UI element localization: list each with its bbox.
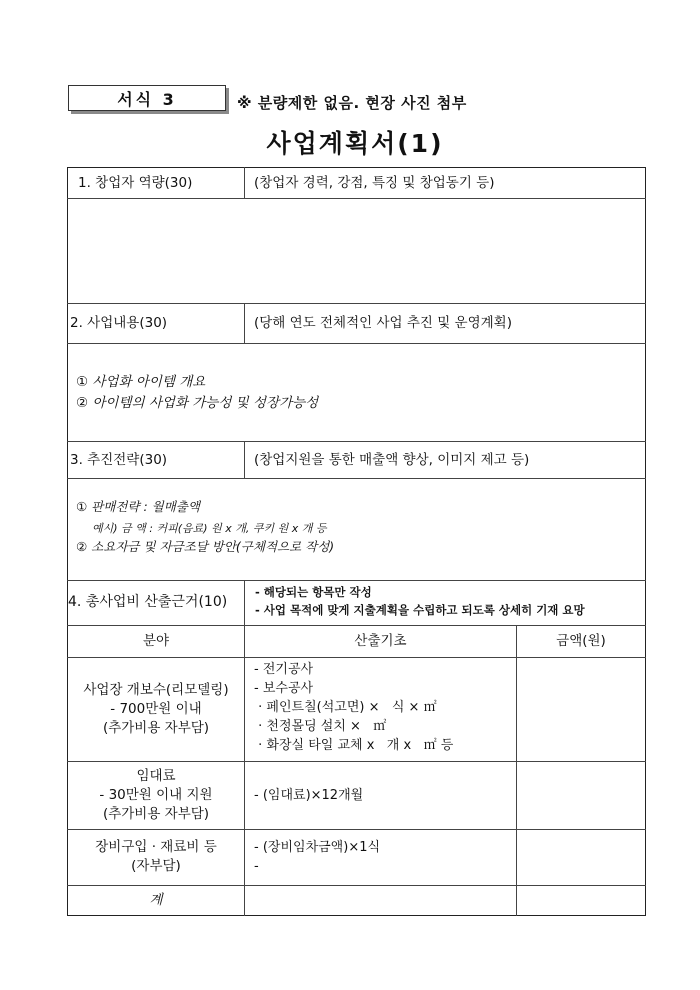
cost-total-basis[interactable] xyxy=(245,886,515,915)
cost-row-2-category xyxy=(68,767,244,824)
cost-row-3-basis xyxy=(254,838,380,876)
section-4-label: 4. 총사업비 산출근거(10) xyxy=(68,594,228,610)
basis-line: · 천정몰딩 설치 × ㎡ xyxy=(254,719,387,734)
row-divider xyxy=(67,478,646,479)
col-divider xyxy=(244,303,245,343)
section-2-item-1: ① 사업화 아이템 개요 xyxy=(76,374,206,390)
category-line: - 30만원 이내 지원 xyxy=(99,787,213,803)
cost-row-2-amount[interactable] xyxy=(517,762,645,828)
cost-row-3-category xyxy=(68,838,244,876)
section-1-label: 1. 창업자 역량(30) xyxy=(78,175,193,191)
cost-row-2-basis xyxy=(254,787,363,805)
form-number-label xyxy=(68,85,226,111)
cost-row-1-basis xyxy=(254,660,453,755)
col-header-basis: 산출기초 xyxy=(354,633,407,649)
category-line: - 700만원 이내 xyxy=(110,701,202,717)
section-4-note-2: - 사업 목적에 맞게 지출계획을 수립하고 되도록 상세히 기재 요망 xyxy=(255,603,585,617)
basis-line: - (장비임차금액)×1식 xyxy=(254,840,381,855)
basis-line: - 보수공사 xyxy=(254,681,314,696)
col-divider xyxy=(244,580,245,916)
section-3-item-2: ② 소요자금 및 자금조달 방안(구체적으로 작성) xyxy=(76,539,335,554)
cost-row-1-category xyxy=(68,681,244,738)
basis-line: · 화장실 타일 교체 x 개 x ㎡ 등 xyxy=(254,738,454,753)
notice-text: ※ 분량제한 없음. 현장 사진 첨부 xyxy=(237,94,467,112)
cost-row-3-amount[interactable] xyxy=(517,830,645,884)
section-4-note-1: - 해당되는 항목만 작성 xyxy=(255,585,372,599)
category-line: (자부담) xyxy=(131,858,181,874)
document-title: 사업계획서(1) xyxy=(266,129,444,158)
form-number-text: 서식 3 xyxy=(117,89,177,109)
section-1-hint: (창업자 경력, 강점, 특징 및 창업동기 등) xyxy=(254,175,495,191)
col-divider xyxy=(244,167,245,198)
cost-total-label: 계 xyxy=(149,892,163,908)
row-divider xyxy=(67,303,646,304)
basis-line: · 페인트칠(석고면) × 식 × ㎡ xyxy=(254,700,437,715)
section-2-label: 2. 사업내용(30) xyxy=(70,315,168,331)
category-line: (추가비용 자부담) xyxy=(102,720,210,736)
section-1-content-area[interactable] xyxy=(68,199,645,302)
row-divider xyxy=(67,343,646,344)
row-divider xyxy=(67,441,646,442)
section-2-hint: (당해 연도 전체적인 사업 추진 및 운영계획) xyxy=(254,315,512,331)
cost-row-1-amount[interactable] xyxy=(517,658,645,760)
section-3-label: 3. 추진전략(30) xyxy=(70,452,168,468)
category-line: 임대료 xyxy=(136,768,176,784)
basis-line: - 전기공사 xyxy=(254,662,314,677)
section-2-item-2: ② 아이템의 사업화 가능성 및 성장가능성 xyxy=(76,395,319,411)
section-3-item-1: ① 판매전략 : 월매출액 xyxy=(76,499,200,514)
category-line: (추가비용 자부담) xyxy=(102,806,210,822)
row-divider xyxy=(67,625,646,626)
col-divider xyxy=(244,441,245,478)
section-3-hint: (창업지원을 통한 매출액 향상, 이미지 제고 등) xyxy=(254,452,530,468)
category-line: 사업장 개보수(리모델링) xyxy=(83,682,229,698)
col-header-category: 분야 xyxy=(142,633,170,649)
cost-total-amount[interactable] xyxy=(517,886,645,915)
row-divider xyxy=(67,580,646,581)
category-line: 장비구입 · 재료비 등 xyxy=(95,839,217,855)
col-header-amount: 금액(원) xyxy=(556,633,606,649)
basis-line: - xyxy=(254,859,259,874)
section-3-example: 예시) 금 액 : 커피(음료) 원 x 개, 쿠키 원 x 개 등 xyxy=(92,522,327,535)
basis-line: - (임대료)×12개월 xyxy=(254,788,364,803)
